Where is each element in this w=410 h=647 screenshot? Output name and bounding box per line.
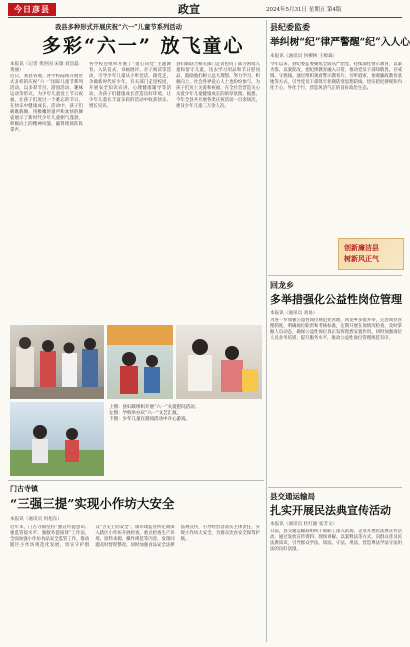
- section-title: 政宣: [178, 3, 200, 16]
- lead-byline: 本报讯（记者 黄洪国 宋瑜 刘昌磊 黄丽）: [10, 62, 79, 73]
- lead-kicker: 我县多种形式开展庆祝“六一”儿童节系列活动: [55, 24, 182, 31]
- date-line: 2024年5月31日 星期五 第4版: [266, 7, 342, 13]
- bottom-left-section: 门古寺镇: [10, 484, 38, 493]
- photo-stage-performance-illustration: [107, 325, 173, 399]
- integrity-ad-banner: [338, 238, 404, 270]
- lead-body-col2: 各学校还组织开展了“童心向党”主题教育、入队仪式、书画展评、亲子阅读等活动，引导少年儿童从小听党话、跟党走，争做新时代好少年。有关部门走进校园，开展安全知识宣讲、心理健康辅导等活动，为孩子们健康成长营造良好环境，让少年儿童在丰富多彩的活动中收获快乐、增长见识。: [89, 62, 171, 109]
- right-top-byline: 本报讯（通讯员 何柳林 王樟森）: [270, 54, 338, 59]
- photo-children-group-illustration: [10, 325, 104, 399]
- right-divider-2: [268, 487, 402, 488]
- caption-1: 上图：县妇联组织开展“六一”关爱慰问活动。: [109, 405, 200, 410]
- right-top-section: 县纪委监委: [270, 22, 310, 32]
- column-divider: [266, 20, 267, 642]
- right-top-body: 今年以来，县纪委监委聚焦全面从严治党，持续深化警示教育，以案为鉴、以案促改，把纪律教育融入日常，推动党员干部知敬畏、存戒惧、守底线。通过组织观看警示教育片、旁听庭审、参观廉政教育基地等方式，引导党员干部筑牢拒腐防变思想防线，切实把纪律规矩内化于心、外化于行，营造风清气正的良好政治生态。: [270, 62, 402, 91]
- lead-divider: [8, 480, 264, 481]
- header-rule: [8, 17, 402, 18]
- caption-2: 左图：学校举办庆“六一”文艺汇演。: [109, 411, 182, 417]
- photo-game-activity-illustration: [10, 402, 104, 476]
- lead-body-col1: 近日，我县各地、各学校陆续开展形式多样的庆祝“六一”国际儿童节系列活动，以多彩节目、游园活动、趣味运动等形式，为少年儿童送上节日祝福，让孩子们度过一个难忘的节日，在快乐中健康成长。活动中，孩子们载歌载舞，用稚嫩的童声和欢快的舞姿展示了新时代少年儿童朝气蓬勃、积极向上的精神风貌，赢得现场阵阵掌声。: [10, 74, 83, 133]
- bottom-left-body: 近年来，门古寺镇坚持“强宣传提意识、强监管提水平、强服务提质效”工作法，全面加强小作坊食品安全监管工作，推动辖区小作坊规范化发展，切实守护群众“舌尖上的安全”。镇市场监管所定期深入辖区小作坊开展检查，重点检查生产环境、原料来源、操作规范等内容，发现问题及时督促整改，同时加强食品安全法律法规宣传，引导经营者落实主体责任，实现小作坊大安全，为群众饮食安全保驾护航。: [10, 525, 260, 548]
- right-bottom-body: 日前，县交通运输局组织干部职工深入站场、企业开展民法典宣传活动，通过发放宣传资料、现场讲解、以案释法等方式，向群众普及民法典知识，引导群众学法、知法、守法、用法，营造尊法学法守法用法的良好氛围。: [270, 529, 402, 552]
- right-top-body-tail: [270, 238, 334, 270]
- right-top-headline: 举纠树“纪”律严警醒“纪”入人心: [270, 37, 410, 48]
- photo-stage-performance: [107, 325, 173, 399]
- right-bottom-headline: 扎实开展民法典宣传活动: [270, 504, 391, 517]
- lead-headline: 多彩“六一” 放飞童心: [42, 35, 245, 57]
- right-bottom-section: 县交通运输局: [270, 492, 315, 501]
- photo-visit-children: [176, 325, 262, 399]
- right-mid-byline: 本报讯（通讯员 刘易）: [270, 311, 318, 316]
- photo-game-activity: [10, 402, 104, 476]
- ad-line-2: 树新风正气: [344, 254, 379, 263]
- lead-body-col3: 县妇联联合相关部门走访慰问了部分困境儿童和留守儿童，送去学习用品和节日慰问品，鼓励他们树立远大理想，努力学习、积极向上。社会各界爱心人士也纷纷参与，为孩子们送上关爱和祝福，在全社会营造关心关爱少年儿童健康成长的浓厚氛围。据悉，今年全县共开展各类庆祝活动一百余场次，惠及少年儿童三万余人次。: [176, 62, 260, 109]
- bottom-left-headline: “三强三提”实现小作坊大安全: [10, 496, 175, 511]
- photo-children-group: [10, 325, 104, 399]
- right-divider-1: [268, 275, 402, 276]
- bottom-left-byline: 本报讯（通讯员 何旭东）: [10, 517, 62, 522]
- right-mid-headline: 多举措强化公益性岗位管理: [270, 293, 402, 306]
- right-bottom-byline: 本报讯（通讯员 杜红媛 张芳文）: [270, 522, 338, 527]
- masthead-logo: 今日彦县: [8, 3, 56, 16]
- right-mid-body: 为进一步加强公益性岗位规范化管理，回龙乡多措并举，完善岗位管理制度，明确岗位职责和考核标准，定期开展在岗情况检查，及时掌握人员动态，确保公益性岗位真正发挥兜底安置作用。同时加强岗位人员业务培训，提升服务水平，推动公益性岗位管理规范有序。: [270, 318, 402, 341]
- right-mid-section: 回龙乡: [270, 280, 294, 290]
- photo-visit-children-illustration: [176, 325, 262, 399]
- lead-captions: [109, 405, 259, 475]
- ad-line-1: 创新廉洁县: [344, 243, 379, 252]
- caption-3: 下图：少年儿童在游园活动中开心游戏。: [109, 417, 190, 423]
